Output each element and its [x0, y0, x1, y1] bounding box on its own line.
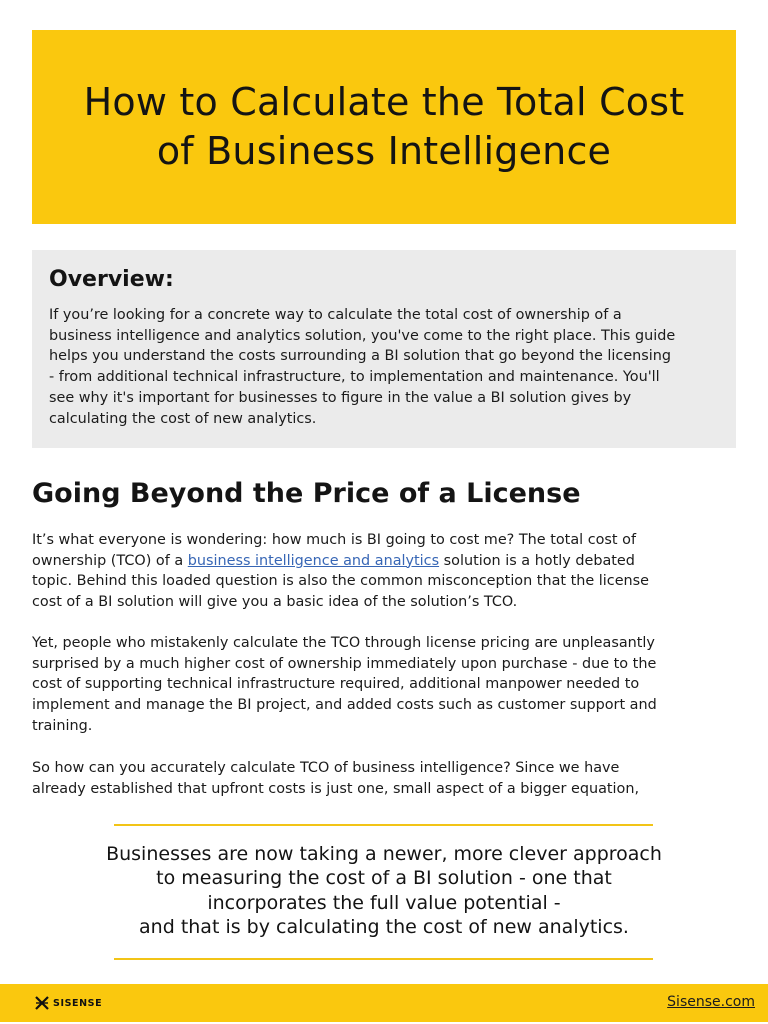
paragraph-1 [32, 530, 657, 613]
bi-analytics-link[interactable]: business intelligence and analytics [187, 552, 440, 569]
sisense-logo[interactable] [35, 996, 102, 1010]
sisense-logo-icon [35, 996, 49, 1010]
footer-bar [0, 984, 768, 1022]
pull-quote-line-2: to measuring the cost of a BI solution - one that [156, 867, 612, 890]
quote-bottom-divider [114, 958, 653, 960]
title-banner [32, 30, 736, 224]
pull-quote-line-3: incorporates the full value potential - [207, 891, 561, 914]
page-title: How to Calculate the Total Cost of Business Intelligence [83, 80, 685, 173]
paragraph-1-text-start: It’s what everyone is wondering: how much is BI going to cost me? The total cost of ownership (TCO) of a [32, 532, 637, 569]
paragraph-1-text-end: solution is a hotly debated topic. Behind this loaded question is also the common misconception that the license cost of a BI solution will give you a basic idea of the solution’s TCO. [32, 552, 650, 611]
pull-quote [96, 842, 672, 939]
overview-box [32, 250, 736, 448]
overview-body: If you’re looking for a concrete way to calculate the total cost of ownership of a business intelligence and analytics solution, you've come to the right place. This guide helps you understand the costs surrounding a BI solution that go beyond the licensing - from additional technical infrastructure, to implementation and maintenance. You'll see why it's important for businesses to figure in the value a BI solution gives by calculating the cost of new analytics. [49, 307, 676, 427]
section-heading: Going Beyond the Price of a License [32, 478, 581, 509]
overview-heading: Overview: [49, 267, 174, 292]
pull-quote-line-1: Businesses are now taking a newer, more clever approach [106, 843, 662, 865]
quote-top-divider [114, 824, 653, 826]
paragraph-3: So how can you accurately calculate TCO of business intelligence? Since we have already established that upfront costs is just one, small aspect of a bigger equation, [32, 760, 640, 797]
sisense-wordmark: SISENSE [53, 997, 103, 1009]
pull-quote-line-4: and that is by calculating the cost of new analytics. [139, 915, 629, 938]
sisense-site-link[interactable]: Sisense.com [667, 994, 755, 1010]
paragraph-2: Yet, people who mistakenly calculate the TCO through license pricing are unpleasantly surprised by a much higher cost of ownership immediately upon purchase - due to the cost of supporting technical infrastructure required, additional manpower needed to implement and manage the BI project, and added costs such as customer support and training. [32, 635, 657, 734]
